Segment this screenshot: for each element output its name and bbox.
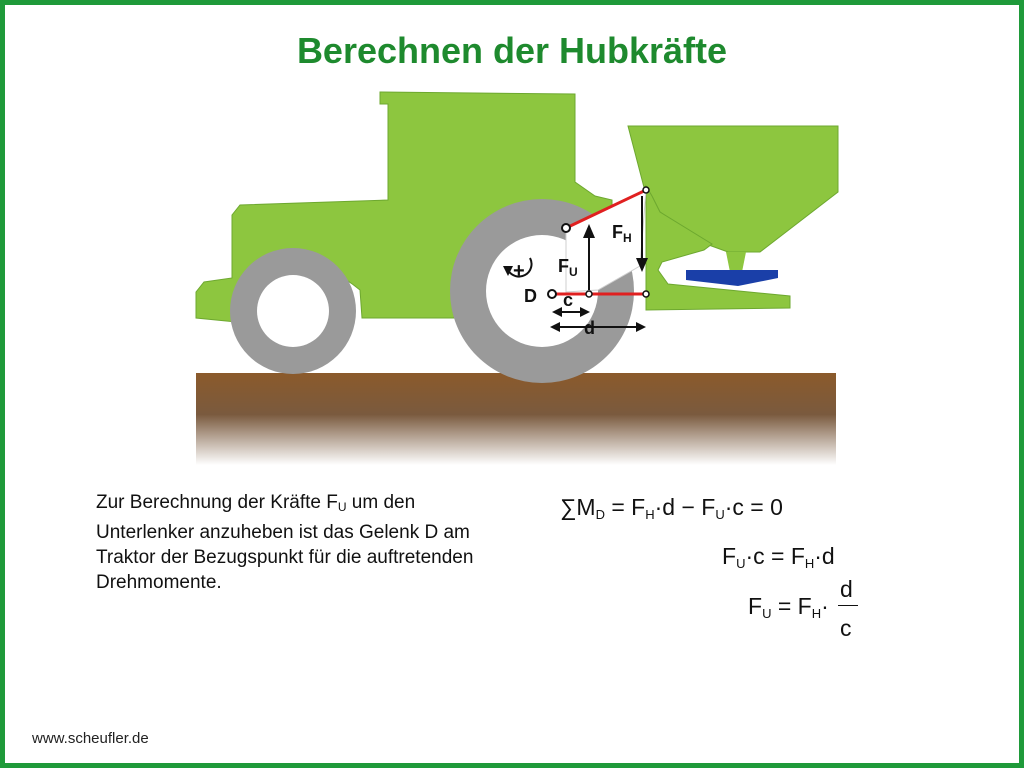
joint-D <box>548 290 556 298</box>
spreader-blade <box>686 270 778 286</box>
label-d: d <box>584 318 595 338</box>
equation-moment-sum: $\sum M_D = F_H\cdot d - F_U\cdot c = 0$ <box>560 494 783 522</box>
fraction-bar <box>838 605 858 606</box>
joint-upper-tractor <box>562 224 570 232</box>
soil <box>196 373 836 465</box>
joint-upper-implement <box>643 187 649 193</box>
label-FU: $F_U$ <box>558 256 578 279</box>
equation-result: $F_U = F_H\cdot$ <box>748 593 829 621</box>
label-FH: $F_H$ <box>612 222 632 245</box>
label-c: c <box>563 290 574 310</box>
equation-balance: $F_U\cdot c = F_H\cdot d$ <box>722 543 835 571</box>
fraction-denominator: c <box>840 615 852 641</box>
fraction-numerator: d <box>840 576 853 602</box>
footer-url: www.scheufler.de <box>32 730 149 747</box>
joint-lift <box>586 291 592 297</box>
label-D: D <box>524 286 537 306</box>
page-title: Berechnen der Hubkräfte <box>296 30 728 71</box>
dimension-d-head-right <box>636 322 646 332</box>
spreader-outlet <box>726 252 746 272</box>
joint-lower-implement <box>643 291 649 297</box>
description-text: Zur Berechnung der Kräfte $F_U$ um den Unterlenker anzuheben ist das Gelenk D am Traktor der Bezugspunkt für die auftretenden Drehmomente. <box>96 492 474 593</box>
label-plus: + <box>513 260 525 282</box>
front-rim <box>257 275 329 347</box>
